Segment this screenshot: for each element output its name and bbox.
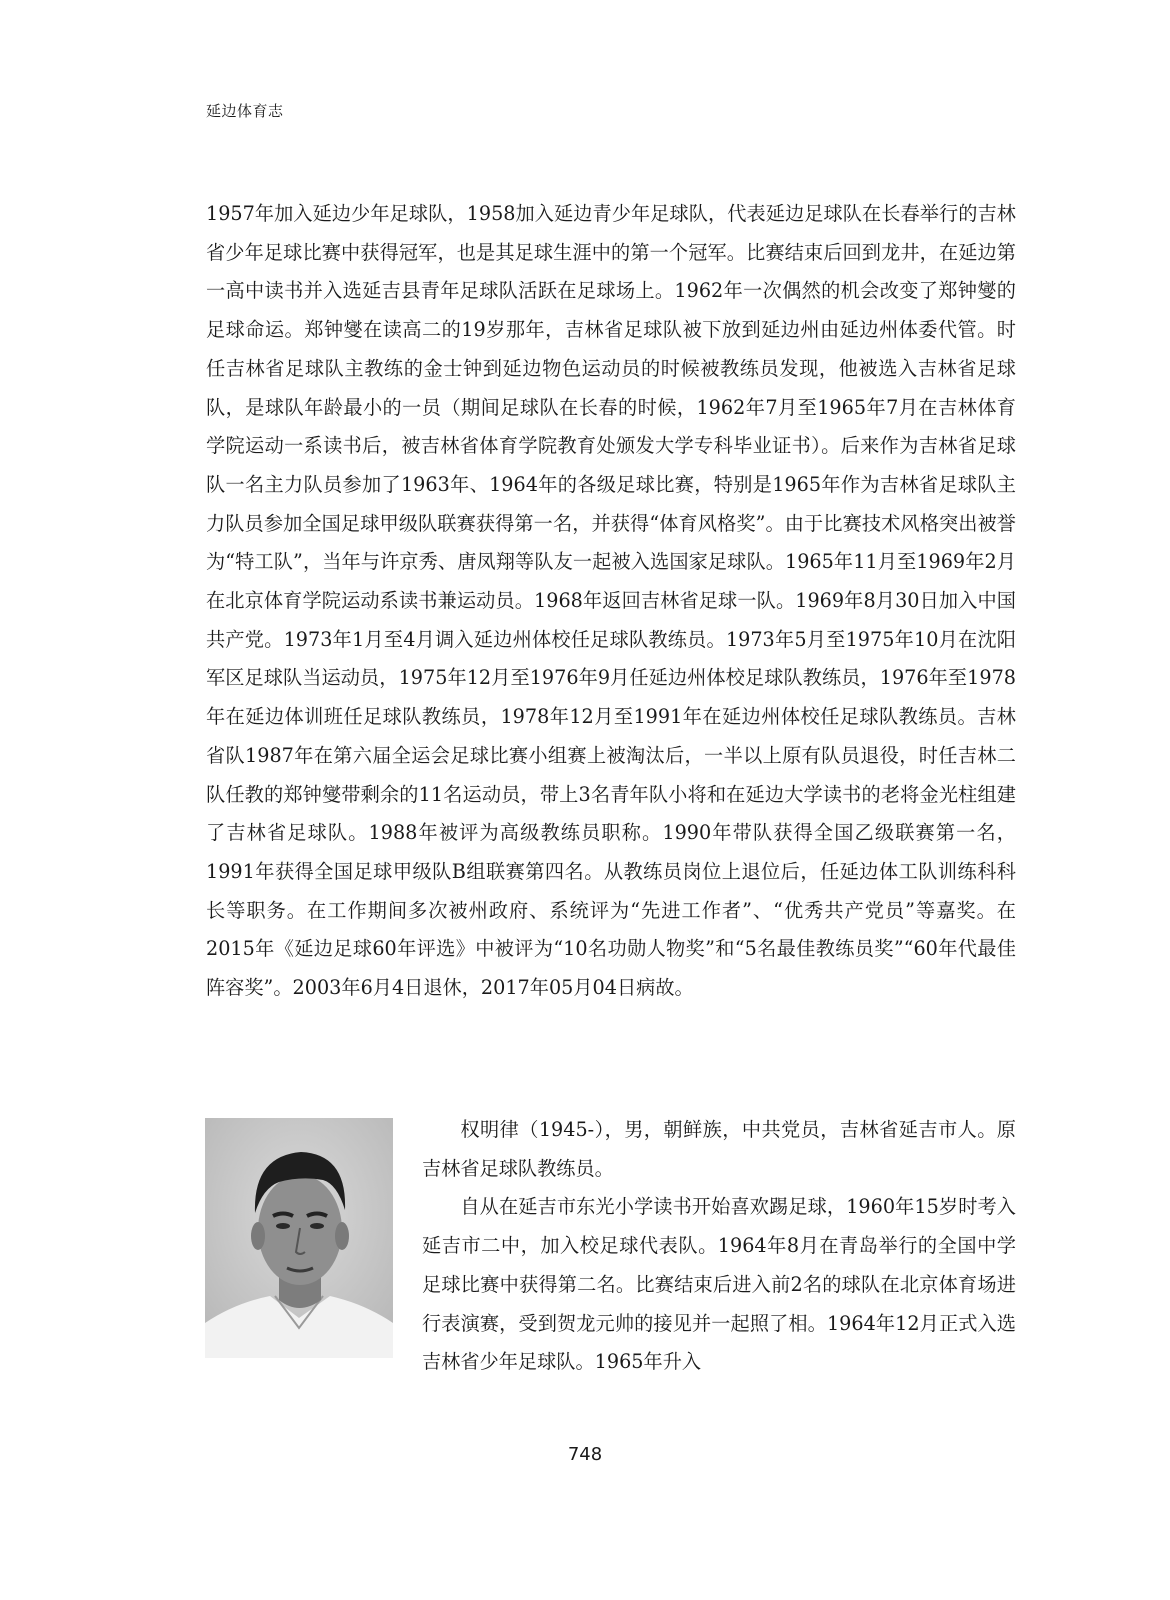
paragraph: 1957年加入延边少年足球队，1958加入延边青少年足球队，代表延边足球队在长春举行的吉林省少年足球比赛中获得冠军，也是其足球生涯中的第一个冠军。比赛结束后回到龙井，在延边第一高中读书并入选延吉县青年足球队活跃在足球场上。1962年一次偶然的机会改变了郑钟燮的足球命运。郑钟燮在读高二的19岁那年，吉林省足球队被下放到延边州由延边州体委代管。时任吉林省足球队主教练的金士钟到延边物色运动员的时候被教练员发现，他被选入吉林省足球队，是球队年龄最小的一员（期间足球队在长春的时候，1962年7月至1965年7月在吉林体育学院运动一系读书后，被吉林省体育学院教育处颁发大学专科毕业证书）。后来作为吉林省足球队一名主力队员参加了1963年、1964年的各级足球比赛，特别是1965年作为吉林省足球队主力队员参加全国足球甲级队联赛获得第一名，并获得“体育风格奖”。由于比赛技术风格突出被誉为“特工队”，当年与许京秀、唐凤翔等队友一起被入选国家足球队。1965年11月至1969年2月在北京体育学院运动系读书兼运动员。1968年返回吉林省足球一队。1969年8月30日加入中国共产党。1973年1月至4月调入延边州体校任足球队教练员。1973年5月至1975年10月在沈阳军区足球队当运动员，1975年12月至1976年9月任延边州体校足球队教练员，1976年至1978年在延边体训班任足球队教练员，1978年12月至1991年在延边州体校任足球队教练员。吉林省队1987年在第六届全运会足球比赛小组赛上被淘汰后，一半以上原有队员退役，时任吉林二队任教的郑钟燮带剩余的11名运动员，带上3名青年队小将和在延边大学读书的老将金光柱组建了吉林省足球队。1988年被评为高级教练员职称。1990年带队获得全国乙级联赛第一名，1991年获得全国足球甲级队B组联赛第四名。从教练员岗位上退位后，任延边体工队训练科科长等职务。在工作期间多次被州政府、系统评为“先进工作者”、“优秀共产党员”等嘉奖。在2015年《延边足球60年评选》中被评为“10名功勋人物奖”和“5名最佳教练员奖”“60年代最佳阵容奖”。2003年6月4日退休，2017年05月04日病故。 xyxy=(206,202,1016,1000)
main-text xyxy=(206,195,1016,1008)
bio-intro: 权明律（1945-），男，朝鲜族，中共党员，吉林省延吉市人。原吉林省足球队教练员。 xyxy=(422,1118,1016,1180)
bio-text xyxy=(422,1111,1016,1382)
running-title: 延边体育志 xyxy=(206,102,284,120)
bio-career: 自从在延吉市东光小学读书开始喜欢踢足球，1960年15岁时考入延吉市二中，加入校足球代表队。1964年8月在青岛举行的全国中学足球比赛中获得第二名。比赛结束后进入前2名的球队在北京体育场进行表演赛，受到贺龙元帅的接见并一起照了相。1964年12月正式入选吉林省少年足球队。1965年升入 xyxy=(422,1195,1016,1374)
page-number: 748 xyxy=(567,1444,603,1465)
portrait-image xyxy=(205,1118,393,1358)
portrait-photo xyxy=(205,1118,393,1358)
